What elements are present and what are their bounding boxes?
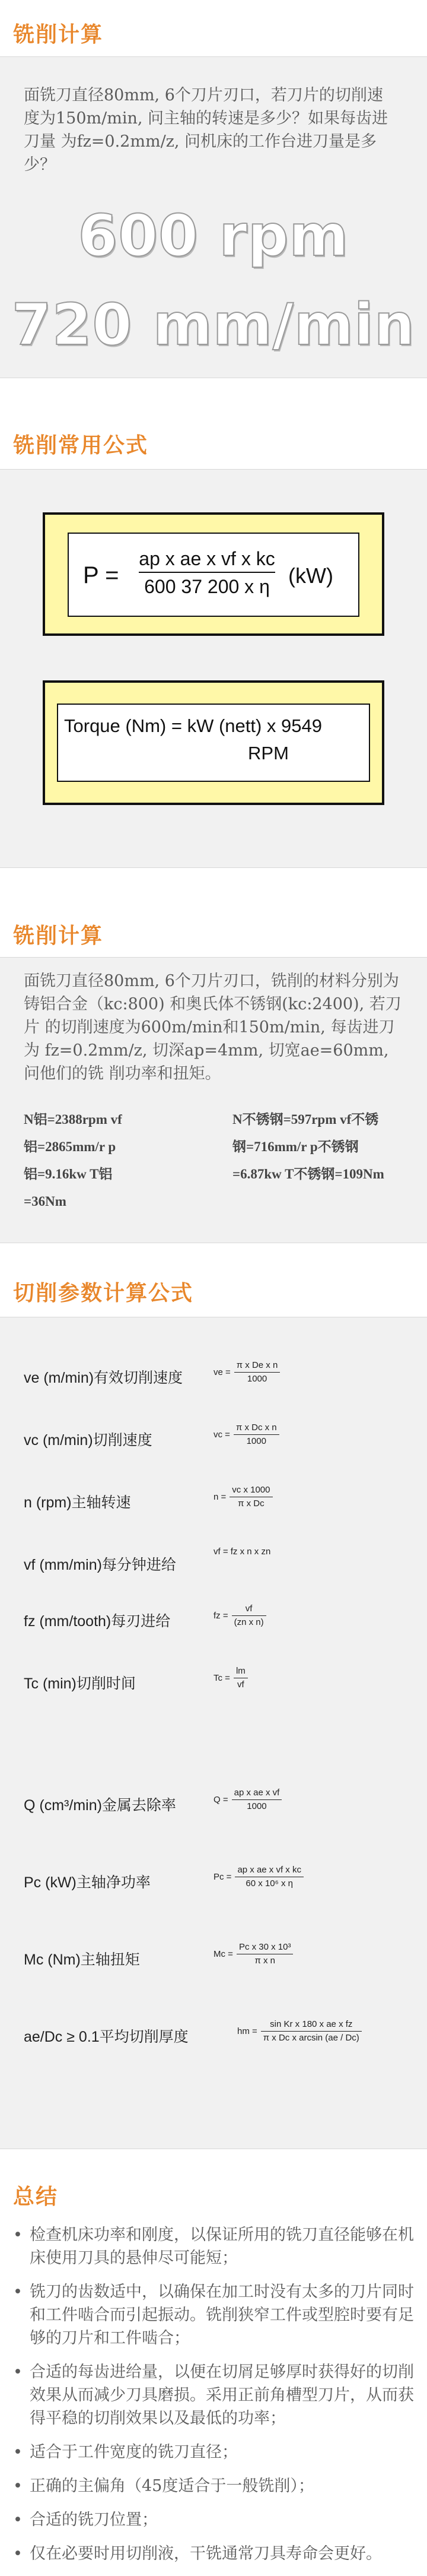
formula-lhs: hm = [237,2026,257,2036]
formula-lhs: Tc = [214,1673,230,1683]
answer-aluminum-line: =36Nm [24,1194,66,1209]
parameter-row [24,1546,415,1582]
parameter-label: ae/Dc ≥ 0.1平均切削厚度 [24,2029,189,2045]
formula-numerator: π x Dc x n [234,1421,279,1435]
parameter-row [24,1786,415,1822]
formula-denominator: π x n [254,1956,275,1966]
formula-lhs: Q = [214,1795,228,1805]
section1-question: 面铣刀直径80mm, 6个刀片刃口，若刀片的切削速 度为150m/min, 问主轴的转速是多少？如果每齿进刀量 为fz=0.2mm/z, 问机床的工作台进刀量是多少？ [24,86,388,174]
formula-denominator: 60 x 10⁶ x η [246,1878,293,1889]
torque-line2: RPM [248,743,289,763]
formula-lhs: ve = [214,1367,231,1377]
formula-denominator: (zn x n) [234,1617,264,1627]
formula-numerator: sin Kr x 180 x ae x fz [261,2018,362,2032]
parameter-formula [214,1941,293,1967]
formula-numerator: lm [234,1665,248,1678]
answer-stainless [232,1106,416,1188]
answer-aluminum [24,1106,208,1215]
formula-denominator: 1000 [247,1801,267,1811]
parameter-formula [214,1421,279,1448]
formula-fraction [232,1786,282,1813]
formula-numerator: ap x ae x vf [232,1786,282,1800]
formula-lhs: n = [214,1492,227,1502]
parameter-row [24,1421,415,1457]
answer-aluminum-line: 铝=2865mm/r p [24,1139,116,1154]
bullet-icon: • [13,2283,23,2301]
parameter-formula [237,2018,362,2045]
answer-stainless-line: N不锈钢=597rpm vf不锈 [232,1112,379,1127]
formula-numerator: vc x 1000 [230,1484,272,1497]
bullet-icon: • [13,2226,23,2244]
summary-text: 合适的每齿进给量，以便在切屑足够厚时获得好的切削效果从而减少刀具磨损。采用正前角槽型刀片，从而获得平稳的切削效果以及最低的功率； [30,2363,414,2428]
parameter-label: Q (cm³/min)金属去除率 [24,1797,176,1814]
power-denominator: 600 37 200 x η [144,576,270,597]
formula-numerator: π x De x n [234,1359,281,1373]
formula-denominator: π x Dc [238,1498,265,1509]
section2-band [0,470,427,867]
parameter-row [24,1941,415,1976]
summary-text: 仅在必要时用切削液，干铣通常刀具寿命会更好。 [30,2545,382,2563]
parameter-formula [214,1786,282,1813]
formula-numerator: Pc x 30 x 10³ [237,1941,294,1954]
torque-line1: Torque (Nm) = kW (nett) x 9549 [64,715,322,736]
summary-item [13,2223,416,2270]
parameter-row [24,1359,415,1395]
parameter-formula [214,1359,280,1386]
parameter-formula [214,1484,273,1510]
summary-text: 检查机床功率和刚度，以保证所用的铣刀直径能够在机床使用刀具的悬伸尽可能短； [30,2226,414,2267]
parameter-label: Mc (Nm)主轴扭矩 [24,1951,140,1968]
answer-feed: 720 mm/min [11,291,416,358]
power-numerator: ap x ae x vf x kc [139,546,275,573]
section3-band [0,958,427,1243]
formula-fraction [234,1665,248,1691]
summary-item [13,2441,416,2464]
formula-lhs: vf = fz x n x zn [214,1546,271,1557]
parameter-row [24,1864,415,1899]
formula-denominator: 1000 [247,1374,267,1384]
parameter-formula [214,1602,266,1629]
section5-title: 总结 [13,2185,59,2209]
parameter-label: fz (mm/tooth)每刃进给 [24,1613,171,1630]
bullet-icon: • [13,2545,23,2563]
bullet-icon: • [13,2443,23,2461]
answer-aluminum-line: N铝=2388rpm vf [24,1112,122,1127]
section1-band [0,57,427,378]
section4-title: 切削参数计算公式 [13,1281,194,1306]
parameter-formula [214,1546,274,1557]
parameter-label: ve (m/min)有效切削速度 [24,1370,183,1386]
summary-text: 合适的铣刀位置； [30,2511,158,2529]
summary-text: 正确的主偏角（45度适合于一般铣削）； [30,2477,314,2495]
parameter-label: Pc (kW)主轴净功率 [24,1874,151,1891]
answer-stainless-line: 钢=716mm/r p不锈钢 [232,1139,359,1154]
summary-text: 适合于工件宽度的铣刀直径； [30,2443,238,2461]
formula-fraction [261,2018,362,2045]
section4-band [0,1317,427,2149]
summary-item [13,2360,416,2430]
formula-fraction [232,1602,266,1629]
formula-fraction [237,1941,294,1967]
parameter-label: vc (m/min)切削速度 [24,1432,152,1449]
power-formula [68,533,359,617]
formula-fraction [235,1864,304,1890]
parameter-row [24,1602,415,1638]
parameter-row [24,1484,415,1519]
parameter-label: Tc (min)切削时间 [24,1675,136,1692]
formula-lhs: Pc = [214,1872,232,1882]
power-unit: (kW) [288,563,333,588]
torque-formula-box [43,680,384,805]
parameter-row [24,1665,415,1700]
summary-item [13,2508,416,2531]
section3-title: 铣削计算 [13,924,104,948]
summary-item [13,2280,416,2350]
bullet-icon: • [13,2477,23,2495]
summary-item [13,2542,416,2565]
section1-title: 铣削计算 [13,23,104,47]
formula-lhs: fz = [214,1611,228,1621]
summary-item [13,2474,416,2498]
divider [0,867,427,868]
section3-question: 面铣刀直径80mm, 6个刀片刃口，铣削的材料分别为铸铝合金（kc:800) 和奥氏体不锈钢(kc:2400), 若刀片 的切削速度为600m/min和150m/min, 每齿进刀为 fz=0.2mm/z, 切深ap=4mm, 切宽ae=60mm, 问他们的铣 削功率和扭矩。 [24,972,401,1083]
formula-fraction [234,1421,279,1448]
formula-numerator: ap x ae x vf x kc [235,1864,304,1877]
formula-denominator: vf [237,1680,244,1690]
summary-text: 铣刀的齿数适中，以确保在加工时没有太多的刀片同时和工件啮合而引起振动。铣削狭窄工件或型腔时要有足够的刀片和工件啮合； [30,2283,414,2347]
parameter-formula [214,1665,248,1691]
formula-denominator: π x Dc x arcsin (ae / Dc) [263,2033,359,2043]
formula-lhs: vc = [214,1430,230,1440]
parameter-row [24,2018,415,2054]
formula-fraction [234,1359,281,1386]
torque-formula [57,704,370,782]
power-prefix: P = [83,562,119,588]
parameter-label: n (rpm)主轴转速 [24,1494,131,1511]
bullet-icon: • [13,2511,23,2529]
parameter-formula [214,1864,304,1890]
answer-aluminum-line: 铝=9.16kw T铝 [24,1167,113,1181]
answer-stainless-line: =6.87kw T不锈钢=109Nm [232,1167,384,1181]
answer-rpm: 600 rpm [78,202,349,269]
bullet-icon: • [13,2363,23,2381]
formula-fraction [230,1484,272,1510]
formula-lhs: Mc = [214,1949,233,1959]
power-formula-box [43,512,384,636]
formula-numerator: vf [232,1602,266,1616]
formula-denominator: 1000 [246,1436,266,1446]
section2-title: 铣削常用公式 [13,433,149,458]
parameter-label: vf (mm/min)每分钟进给 [24,1557,176,1573]
summary-list [13,2223,416,2576]
